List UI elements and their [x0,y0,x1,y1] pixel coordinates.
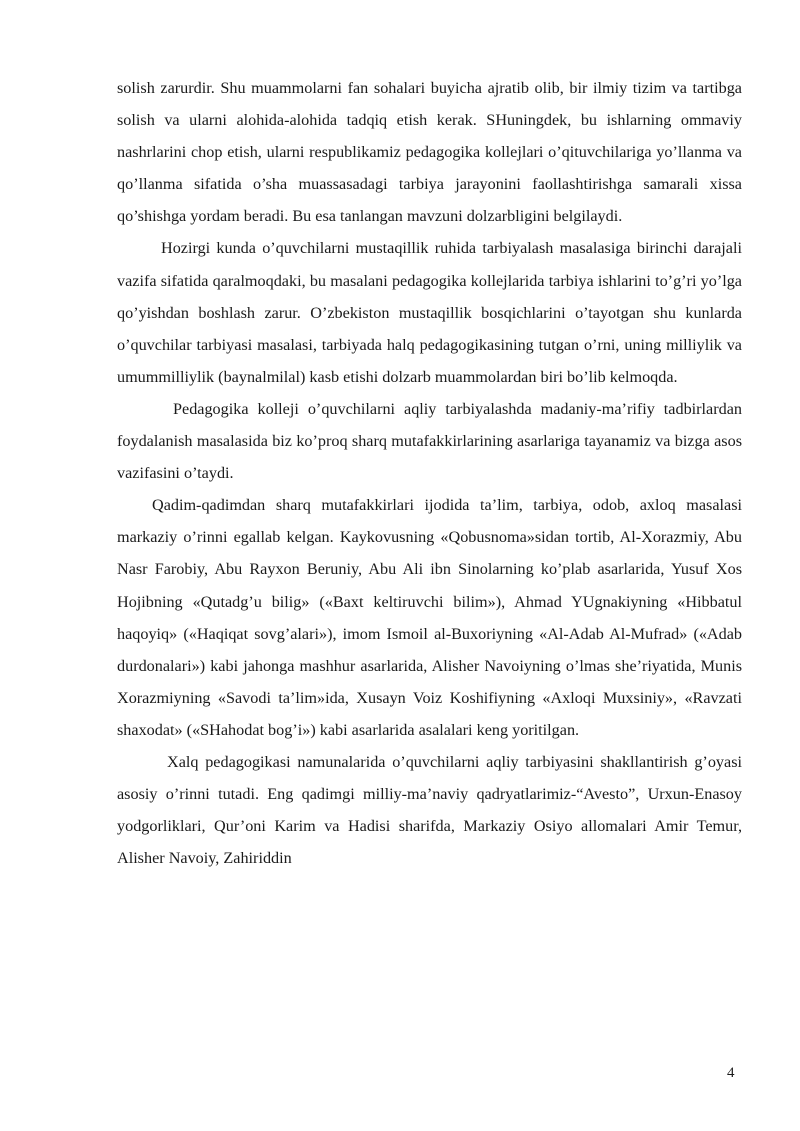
paragraph-3: Pedagogika kolleji o’quvchilarni aqliy tarbiyalashda madaniy-ma’rifiy tadbirlardan foydalanish masalasida biz ko’proq sharq mutafakkirlarining asarlariga tayanamiz va bizga asos vazifasini o’taydi. [117,399,742,483]
page-number: 4 [727,1065,735,1081]
paragraph-4: Qadim-qadimdan sharq mutafakkirlari ijodida ta’lim, tarbiya, odob, axloq masalasi markaziy o’rinni egallab kelgan. Kaykovusning «Qobusnoma»sidan tortib, Al-Xorazmiy, Abu Nasr Farobiy, Abu Rayxon Beruniy, Abu Ali ibn Sinolarning ko’plab asarlarida, Yusuf Xos Hojibning «Qutadg’u bilig» («Baxt keltiruvchi bilim»), Ahmad YUgnakiyning «Hibbatul haqoyiq» («Haqiqat sovg’alari»), imom Ismoil al-Buxoriyning «Al-Adab Al-Mufrad» («Adab durdonalari») kabi jahonga mashhur asarlarida, Alisher Navoiyning o’lmas she’riyatida, Munis Xorazmiyning «Savodi ta’lim»ida, Xusayn Voiz Koshifiyning «Axloqi Muxsiniy», «Ravzati shaxodat» («SHahodat bog’i») kabi asarlarida asalalari keng yoritilgan. [117,496,742,739]
document-page [117,72,742,874]
paragraph-2: Hozirgi kunda o’quvchilarni mustaqillik ruhida tarbiyalash masalasiga birinchi darajali vazifa sifatida qaralmoqdaki, bu masalani pedagogika kollejlarida tarbiya ishlarini to’g’ri yo’lga qo’yishdan boshlash zarur. O’zbekiston mustaqillik bosqichlarini o’tayotgan shu kunlarda o’quvchilar tarbiyasi masalasi, tarbiyada halq pedagogikasining tutgan o’rni, uning milliylik va umummilliylik (baynalmilal) kasb etishi dolzarb muammolardan biri bo’lib kelmoqda. [117,239,742,386]
paragraph-5: Xalq pedagogikasi namunalarida o’quvchilarni aqliy tarbiyasini shakllantirish g’oyasi asosiy o’rinni tutadi. Eng qadimgi milliy-ma’naviy qadryatlarimiz-“Avesto”, Urxun-Enasoy yodgorliklari, Qur’oni Karim va Hadisi sharifda, Markaziy Osiyo allomalari Amir Temur, Alisher Navoiy, Zahiriddin [117,752,742,868]
paragraph-1: solish zarurdir. Shu muammolarni fan sohalari buyicha ajratib olib, bir ilmiy tizim va tartibga solish va ularni alohida-alohida tadqiq etish kerak. SHuningdek, bu ishlarning ommaviy nashrlarini chop etish, ularni respublikamiz pedagogika kollejlari o’qituvchilariga yo’llanma va qo’llanma sifatida o’sha muassasadagi tarbiya jarayonini faollashtirishga samarali xissa qo’shishga yordam beradi. Bu esa tanlangan mavzuni dolzarbligini belgilaydi. [117,79,742,226]
